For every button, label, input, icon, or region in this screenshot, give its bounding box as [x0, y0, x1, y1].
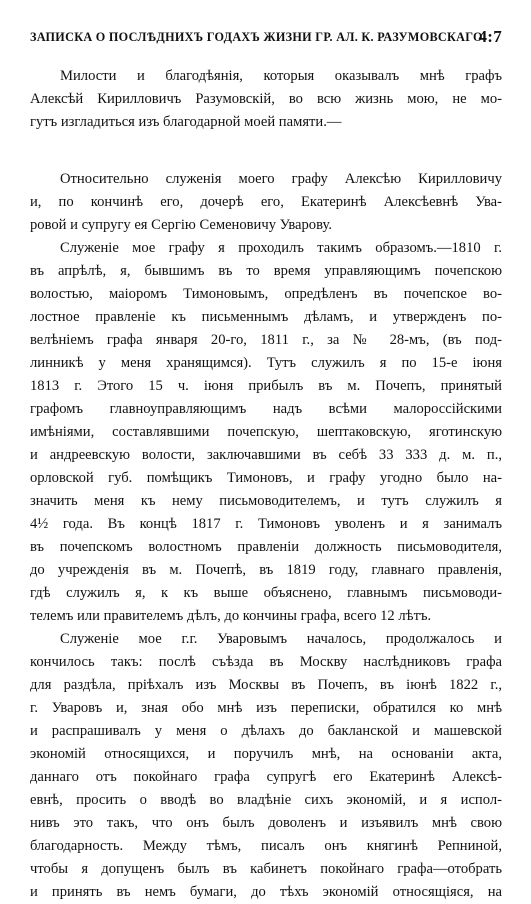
text-line: Алексѣй Кирилловичъ Разумовскій, во всю жизнь мою, не мо- [30, 91, 502, 107]
text-line: Милости и благодѣянія, которыя оказывалъ мнѣ графъ [60, 68, 502, 84]
text-line: нивъ это такъ, что онъ былъ доволенъ и изъявилъ мнѣ свою [30, 815, 502, 831]
text-line: значить меня къ нему письмоводителемъ, и тутъ служилъ я [30, 493, 502, 509]
text-line: евнѣ, просить о вводѣ во владѣніе сихъ экономій, и я испол- [30, 792, 502, 808]
text-line: и принять въ немъ бумаги, до тѣхъ экономій относящіяся, на [30, 884, 502, 900]
text-line: въ почепскомъ волостномъ правленіи должность письмоводителя, [30, 539, 502, 555]
text-line: даннаго отъ покойнаго графа супругѣ его Екатеринѣ Алексѣ- [30, 769, 502, 785]
text-line: телемъ или правителемъ дѣлъ, до кончины графа, всего 12 лѣтъ. [30, 608, 432, 624]
text-line: кончилось такъ: послѣ съѣзда въ Москву наслѣдниковъ графа [30, 654, 502, 670]
paragraph-3 [30, 237, 502, 628]
text-line: Относительно служенія моего графу Алексѣю Кирилловичу [60, 171, 502, 187]
text-line: и, по кончинѣ его, дочерѣ его, Екатеринѣ Алексѣевнѣ Ува- [30, 194, 502, 210]
paragraph-1 [30, 65, 502, 134]
text-line: 1813 г. Этого 15 ч. іюня прибылъ въ м. Почепъ, принятый [30, 378, 502, 394]
text-line: Служеніе мое графу я проходилъ такимъ образомъ.—1810 г. [60, 240, 502, 256]
text-line: экономій относящихся, и поручилъ мнѣ, на основаніи акта, [30, 746, 502, 762]
text-line: г. Уваровъ и, зная обо мнѣ изъ переписки, обратился ко мнѣ [30, 700, 502, 716]
text-line: волостью, маіоромъ Тимоновымъ, опредѣленъ въ почепское во- [30, 286, 502, 302]
text-line: для раздѣла, пріѣхалъ изъ Москвы въ Почепъ, въ іюнѣ 1822 г., [30, 677, 502, 693]
page-number: 4:7 [478, 27, 502, 46]
document-body [30, 65, 502, 904]
text-line: благодарность. Между тѣмъ, писалъ онъ княгинѣ Репниной, [30, 838, 502, 854]
text-line: графомъ главноуправляющимъ надъ всѣми малороссійскими [30, 401, 502, 417]
text-line: линникѣ у меня хранящимся). Тутъ служилъ я по 15-е іюня [30, 355, 502, 371]
text-line: гдѣ служилъ я, к къ выше объясненo, главнымъ письмоводи- [30, 585, 502, 601]
text-line: Служеніе мое г.г. Уваровымъ началось, продолжалось и [60, 631, 502, 647]
text-line: орловской губ. помѣщикъ Тимоновъ, и графу угодно было на- [30, 470, 502, 486]
text-line: велѣніемъ графа января 20-го, 1811 г., за № 28-мъ, (въ под- [30, 332, 502, 348]
text-line: и андреевскую волости, заключавшими въ себѣ 33 333 д. м. п., [30, 447, 502, 463]
running-title: ЗАПИСКА О ПОСЛѢДНИХЪ ГОДАХЪ ЖИЗНИ ГР. АЛ. К. РАЗУМОВСКАГО. [30, 30, 487, 44]
text-line: и распрашивалъ у меня о дѣлахъ до бакланской и машевской [30, 723, 502, 739]
text-line: до учрежденія въ м. Почепѣ, въ 1819 году, главнаго правленія, [30, 562, 502, 578]
text-line: лостное правленіе къ письменнымъ дѣламъ, и утвержденъ по- [30, 309, 502, 325]
text-line: чтобы я допущенъ былъ въ кабинетъ покойнаго графа—отобрать [30, 861, 502, 877]
text-line: 4½ года. Въ концѣ 1817 г. Тимоновъ уволенъ и я занималъ [30, 516, 502, 532]
paragraph-2 [30, 168, 502, 237]
text-line: имѣніями, составлявшими почепскую, шептаковскую, яготинскую [30, 424, 502, 440]
text-line: гутъ изгладиться изъ благодарной моей памяти.— [30, 114, 342, 130]
text-line: въ апрѣлѣ, я, бывшимъ въ то время управляющимъ почепскою [30, 263, 502, 279]
text-line: ровой и супругу ея Сергію Семеновичу Уварову. [30, 217, 332, 233]
paragraph-4 [30, 628, 502, 904]
running-header [30, 27, 502, 46]
